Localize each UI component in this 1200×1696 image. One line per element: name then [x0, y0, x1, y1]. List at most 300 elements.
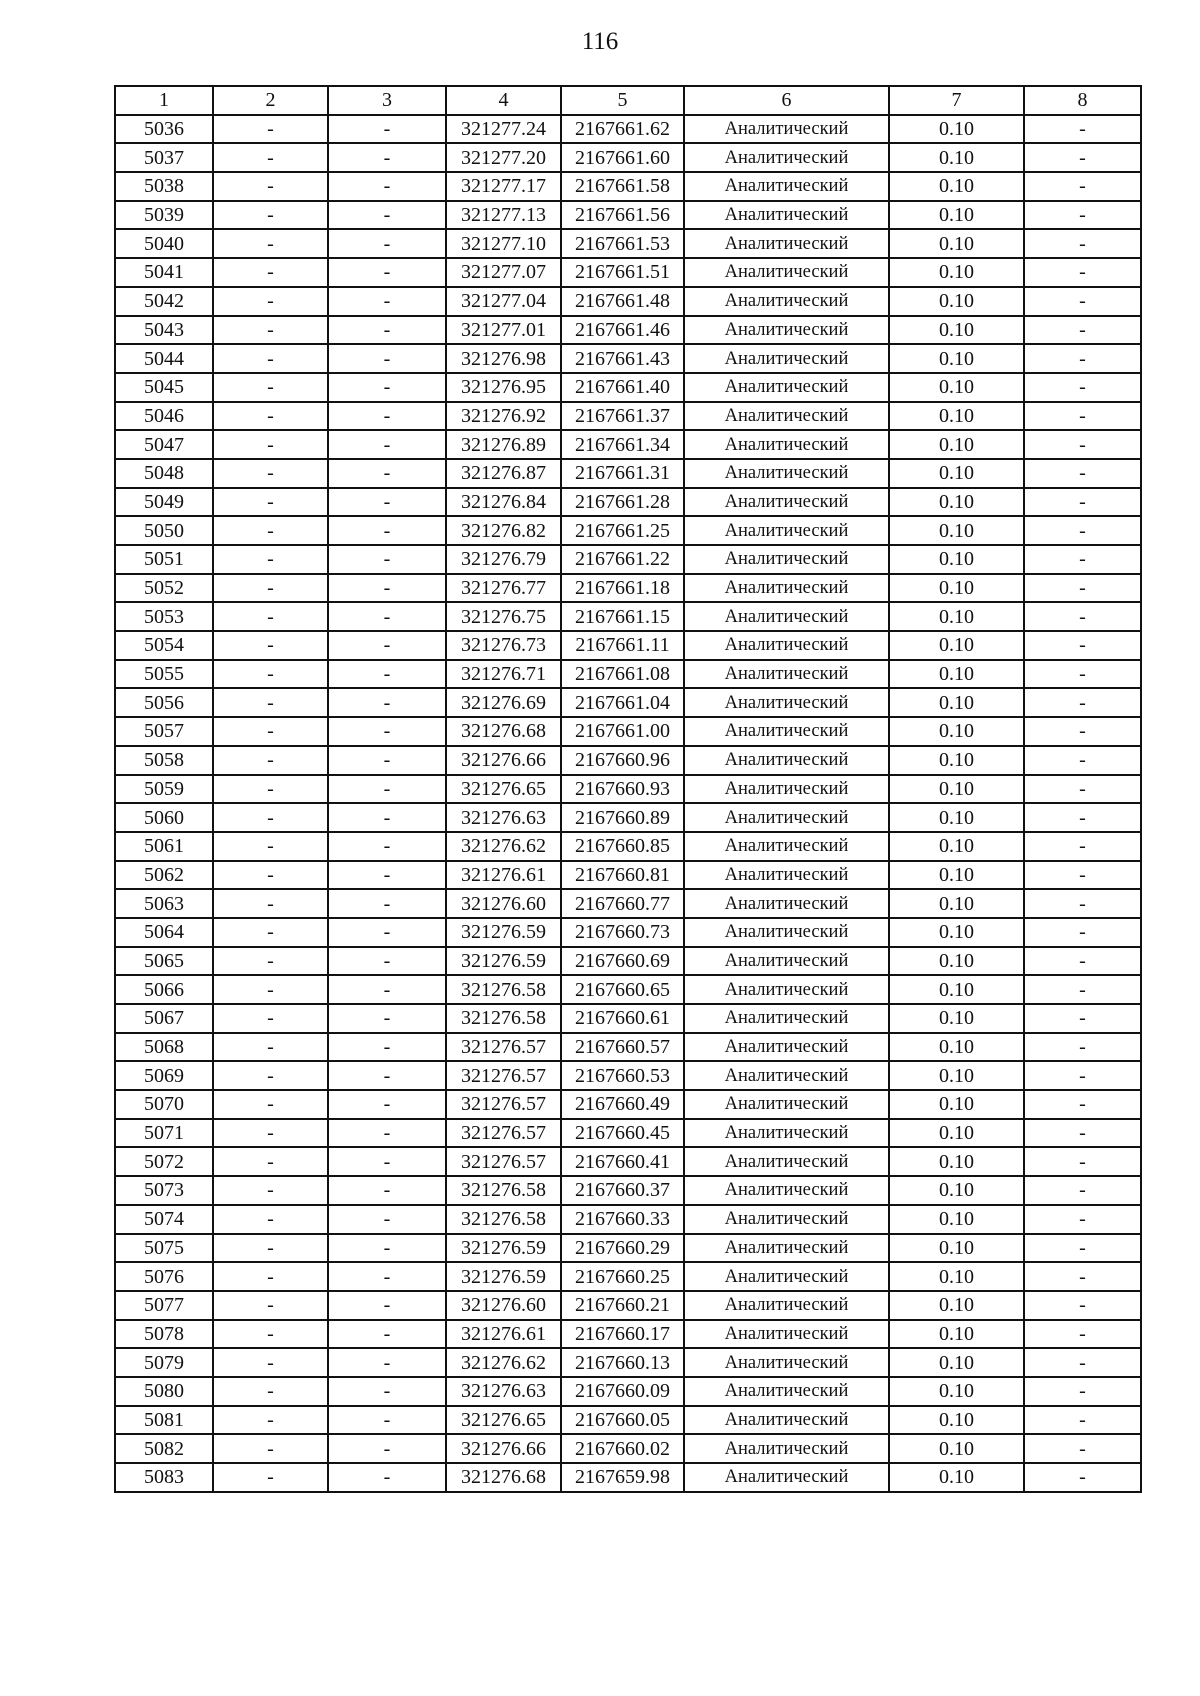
- table-cell: -: [328, 115, 446, 144]
- table-cell: 5066: [115, 975, 213, 1004]
- table-cell: -: [213, 258, 328, 287]
- table-cell: 2167660.49: [561, 1090, 684, 1119]
- table-cell: 0.10: [889, 402, 1024, 431]
- table-cell: 321276.77: [446, 574, 561, 603]
- table-cell: -: [213, 832, 328, 861]
- table-row: [115, 1463, 1141, 1492]
- table-row: [115, 1291, 1141, 1320]
- table-cell: -: [1024, 143, 1141, 172]
- table-cell: 0.10: [889, 1205, 1024, 1234]
- table-cell: 0.10: [889, 832, 1024, 861]
- table-cell: 321276.65: [446, 775, 561, 804]
- table-cell: Аналитический: [684, 803, 889, 832]
- table-cell: -: [1024, 918, 1141, 947]
- table-cell: 321276.68: [446, 717, 561, 746]
- table-cell: 2167660.25: [561, 1262, 684, 1291]
- table-cell: 2167660.69: [561, 947, 684, 976]
- table-cell: 2167660.41: [561, 1147, 684, 1176]
- table-cell: -: [1024, 717, 1141, 746]
- table-cell: 2167661.56: [561, 201, 684, 230]
- table-cell: -: [328, 889, 446, 918]
- table-cell: Аналитический: [684, 287, 889, 316]
- table-cell: 321276.61: [446, 861, 561, 890]
- table-cell: -: [213, 1147, 328, 1176]
- table-cell: -: [213, 143, 328, 172]
- table-cell: 2167660.61: [561, 1004, 684, 1033]
- table-cell: 5046: [115, 402, 213, 431]
- table-row: [115, 1004, 1141, 1033]
- column-header: 6: [684, 86, 889, 115]
- table-cell: -: [328, 631, 446, 660]
- table-cell: Аналитический: [684, 1262, 889, 1291]
- table-cell: -: [1024, 1176, 1141, 1205]
- table-cell: -: [1024, 1004, 1141, 1033]
- table-cell: -: [1024, 258, 1141, 287]
- table-cell: 2167661.40: [561, 373, 684, 402]
- table-cell: -: [1024, 201, 1141, 230]
- table-cell: 0.10: [889, 861, 1024, 890]
- table-cell: -: [328, 1234, 446, 1263]
- table-cell: -: [213, 1061, 328, 1090]
- table-cell: -: [328, 1406, 446, 1435]
- table-cell: -: [328, 373, 446, 402]
- table-cell: 5036: [115, 115, 213, 144]
- table-cell: 321276.68: [446, 1463, 561, 1492]
- table-row: [115, 602, 1141, 631]
- table-cell: 2167661.48: [561, 287, 684, 316]
- table-cell: 321277.10: [446, 229, 561, 258]
- table-cell: 5062: [115, 861, 213, 890]
- table-cell: 321276.66: [446, 746, 561, 775]
- table-cell: 2167661.51: [561, 258, 684, 287]
- table-cell: -: [328, 717, 446, 746]
- table-row: [115, 574, 1141, 603]
- table-cell: Аналитический: [684, 631, 889, 660]
- table-cell: 0.10: [889, 143, 1024, 172]
- table-cell: 0.10: [889, 115, 1024, 144]
- table-cell: -: [213, 516, 328, 545]
- table-cell: -: [1024, 488, 1141, 517]
- table-row: [115, 1205, 1141, 1234]
- table-cell: -: [328, 918, 446, 947]
- table-cell: -: [213, 344, 328, 373]
- table-cell: 5044: [115, 344, 213, 373]
- table-cell: 321276.62: [446, 832, 561, 861]
- table-cell: -: [213, 1406, 328, 1435]
- table-cell: Аналитический: [684, 430, 889, 459]
- table-cell: 0.10: [889, 287, 1024, 316]
- table-cell: -: [213, 172, 328, 201]
- table-cell: 2167660.96: [561, 746, 684, 775]
- column-header: 1: [115, 86, 213, 115]
- table-cell: -: [328, 1176, 446, 1205]
- table-row: [115, 373, 1141, 402]
- table-cell: Аналитический: [684, 574, 889, 603]
- table-cell: -: [1024, 1406, 1141, 1435]
- table-cell: 0.10: [889, 201, 1024, 230]
- table-cell: 321276.73: [446, 631, 561, 660]
- table-cell: -: [1024, 832, 1141, 861]
- table-cell: -: [213, 1176, 328, 1205]
- table-row: [115, 889, 1141, 918]
- table-row: [115, 258, 1141, 287]
- table-cell: 0.10: [889, 1291, 1024, 1320]
- table-cell: 2167661.08: [561, 660, 684, 689]
- table-cell: 0.10: [889, 373, 1024, 402]
- table-cell: 321277.20: [446, 143, 561, 172]
- table-row: [115, 803, 1141, 832]
- table-cell: 5053: [115, 602, 213, 631]
- column-header: 7: [889, 86, 1024, 115]
- table-cell: 2167660.21: [561, 1291, 684, 1320]
- table-row: [115, 631, 1141, 660]
- table-cell: Аналитический: [684, 402, 889, 431]
- table-row: [115, 115, 1141, 144]
- table-row: [115, 688, 1141, 717]
- table-cell: 2167661.37: [561, 402, 684, 431]
- table-cell: -: [213, 631, 328, 660]
- table-cell: 5037: [115, 143, 213, 172]
- table-cell: 0.10: [889, 172, 1024, 201]
- table-cell: 321276.59: [446, 947, 561, 976]
- table-cell: 0.10: [889, 229, 1024, 258]
- table-cell: 321277.13: [446, 201, 561, 230]
- table-cell: 5071: [115, 1119, 213, 1148]
- table-cell: -: [328, 602, 446, 631]
- table-cell: Аналитический: [684, 115, 889, 144]
- table-cell: Аналитический: [684, 889, 889, 918]
- table-row: [115, 488, 1141, 517]
- table-cell: 5051: [115, 545, 213, 574]
- table-cell: 5079: [115, 1348, 213, 1377]
- table-cell: -: [328, 1205, 446, 1234]
- table-cell: Аналитический: [684, 373, 889, 402]
- table-cell: -: [213, 775, 328, 804]
- table-cell: -: [1024, 1119, 1141, 1148]
- table-cell: -: [328, 1061, 446, 1090]
- table-cell: 321277.24: [446, 115, 561, 144]
- table-cell: 0.10: [889, 975, 1024, 1004]
- table-cell: 321276.59: [446, 918, 561, 947]
- table-row: [115, 1262, 1141, 1291]
- table-cell: -: [1024, 287, 1141, 316]
- table-cell: 321276.71: [446, 660, 561, 689]
- table-cell: 0.10: [889, 1234, 1024, 1263]
- table-cell: 5081: [115, 1406, 213, 1435]
- table-cell: -: [213, 975, 328, 1004]
- table-cell: -: [213, 861, 328, 890]
- table-cell: Аналитический: [684, 1434, 889, 1463]
- table-cell: -: [328, 688, 446, 717]
- table-cell: 2167660.05: [561, 1406, 684, 1435]
- table-cell: 5048: [115, 459, 213, 488]
- table-cell: Аналитический: [684, 1205, 889, 1234]
- table-cell: -: [328, 775, 446, 804]
- table-cell: -: [328, 459, 446, 488]
- table-cell: 2167660.33: [561, 1205, 684, 1234]
- table-row: [115, 1176, 1141, 1205]
- table-cell: 321276.58: [446, 1205, 561, 1234]
- table-cell: Аналитический: [684, 516, 889, 545]
- table-cell: 321276.59: [446, 1234, 561, 1263]
- table-cell: 5076: [115, 1262, 213, 1291]
- table-row: [115, 1234, 1141, 1263]
- table-cell: 5077: [115, 1291, 213, 1320]
- table-cell: 321276.58: [446, 1004, 561, 1033]
- table-cell: 5070: [115, 1090, 213, 1119]
- table-cell: 0.10: [889, 1320, 1024, 1349]
- table-cell: Аналитический: [684, 1320, 889, 1349]
- table-cell: Аналитический: [684, 143, 889, 172]
- table-cell: 0.10: [889, 1434, 1024, 1463]
- table-cell: Аналитический: [684, 775, 889, 804]
- table-row: [115, 1061, 1141, 1090]
- table-cell: -: [328, 947, 446, 976]
- table-cell: -: [1024, 316, 1141, 345]
- table-cell: Аналитический: [684, 1061, 889, 1090]
- table-cell: -: [213, 746, 328, 775]
- table-cell: 2167661.46: [561, 316, 684, 345]
- table-cell: 2167661.15: [561, 602, 684, 631]
- table-cell: -: [328, 1320, 446, 1349]
- table-cell: 321276.79: [446, 545, 561, 574]
- table-cell: 2167660.37: [561, 1176, 684, 1205]
- table-cell: -: [1024, 1434, 1141, 1463]
- table-cell: -: [328, 1119, 446, 1148]
- table-cell: -: [1024, 1090, 1141, 1119]
- table-cell: 0.10: [889, 1406, 1024, 1435]
- table-cell: 2167660.77: [561, 889, 684, 918]
- table-cell: 321277.04: [446, 287, 561, 316]
- table-cell: 5063: [115, 889, 213, 918]
- table-cell: Аналитический: [684, 1090, 889, 1119]
- table-cell: -: [213, 1320, 328, 1349]
- table-cell: -: [328, 172, 446, 201]
- table-cell: -: [1024, 975, 1141, 1004]
- table-cell: 0.10: [889, 1119, 1024, 1148]
- table-cell: -: [328, 516, 446, 545]
- table-cell: 5064: [115, 918, 213, 947]
- table-cell: 2167661.28: [561, 488, 684, 517]
- table-cell: 5057: [115, 717, 213, 746]
- table-cell: -: [328, 803, 446, 832]
- table-cell: -: [328, 1348, 446, 1377]
- table-row: [115, 1320, 1141, 1349]
- table-cell: 2167661.34: [561, 430, 684, 459]
- table-row: [115, 316, 1141, 345]
- table-cell: -: [213, 201, 328, 230]
- table-row: [115, 143, 1141, 172]
- table-cell: -: [1024, 373, 1141, 402]
- table-cell: -: [213, 1004, 328, 1033]
- table-cell: 0.10: [889, 947, 1024, 976]
- table-cell: 2167661.43: [561, 344, 684, 373]
- table-cell: 321276.82: [446, 516, 561, 545]
- table-cell: 2167660.53: [561, 1061, 684, 1090]
- table-cell: Аналитический: [684, 832, 889, 861]
- table-cell: 0.10: [889, 1004, 1024, 1033]
- table-cell: 5069: [115, 1061, 213, 1090]
- table-cell: -: [213, 459, 328, 488]
- table-cell: 5080: [115, 1377, 213, 1406]
- table-row: [115, 1147, 1141, 1176]
- table-cell: 2167660.09: [561, 1377, 684, 1406]
- table-cell: -: [328, 1033, 446, 1062]
- table-cell: -: [1024, 344, 1141, 373]
- table-cell: -: [1024, 947, 1141, 976]
- table-cell: -: [1024, 545, 1141, 574]
- table-row: [115, 717, 1141, 746]
- table-cell: Аналитический: [684, 602, 889, 631]
- table-cell: Аналитический: [684, 1348, 889, 1377]
- table-cell: Аналитический: [684, 1033, 889, 1062]
- table-cell: 321277.01: [446, 316, 561, 345]
- table-cell: -: [328, 1434, 446, 1463]
- table-cell: 5056: [115, 688, 213, 717]
- table-cell: 2167660.85: [561, 832, 684, 861]
- table-cell: Аналитический: [684, 861, 889, 890]
- table-cell: 2167660.57: [561, 1033, 684, 1062]
- table-cell: -: [328, 258, 446, 287]
- table-cell: Аналитический: [684, 459, 889, 488]
- table-cell: -: [213, 947, 328, 976]
- table-cell: 321276.57: [446, 1147, 561, 1176]
- table-cell: 5058: [115, 746, 213, 775]
- table-row: [115, 1377, 1141, 1406]
- table-cell: -: [328, 1377, 446, 1406]
- table-cell: 321276.98: [446, 344, 561, 373]
- header-row: [115, 86, 1141, 115]
- table-cell: 321276.63: [446, 1377, 561, 1406]
- table-cell: -: [328, 746, 446, 775]
- table-cell: -: [213, 717, 328, 746]
- table-cell: -: [1024, 1377, 1141, 1406]
- table-cell: Аналитический: [684, 688, 889, 717]
- table-cell: 5045: [115, 373, 213, 402]
- table-cell: -: [328, 229, 446, 258]
- table-cell: 0.10: [889, 688, 1024, 717]
- table-cell: 321277.07: [446, 258, 561, 287]
- table-cell: Аналитический: [684, 316, 889, 345]
- table-cell: Аналитический: [684, 488, 889, 517]
- table-cell: 321276.69: [446, 688, 561, 717]
- table-row: [115, 201, 1141, 230]
- column-header: 3: [328, 86, 446, 115]
- table-cell: -: [1024, 1205, 1141, 1234]
- table-cell: 5054: [115, 631, 213, 660]
- table-cell: -: [328, 1463, 446, 1492]
- table-cell: 5065: [115, 947, 213, 976]
- table-row: [115, 430, 1141, 459]
- table-cell: -: [1024, 115, 1141, 144]
- table-cell: -: [213, 545, 328, 574]
- table-cell: -: [213, 803, 328, 832]
- table-cell: -: [213, 316, 328, 345]
- table-cell: -: [328, 832, 446, 861]
- table-cell: 5050: [115, 516, 213, 545]
- table-row: [115, 832, 1141, 861]
- table-cell: -: [213, 430, 328, 459]
- table-cell: 321276.62: [446, 1348, 561, 1377]
- table-cell: 321276.92: [446, 402, 561, 431]
- table-cell: Аналитический: [684, 1291, 889, 1320]
- table-row: [115, 975, 1141, 1004]
- table-row: [115, 172, 1141, 201]
- table-row: [115, 1348, 1141, 1377]
- table-cell: 321276.84: [446, 488, 561, 517]
- table-cell: 2167661.58: [561, 172, 684, 201]
- table-cell: -: [213, 688, 328, 717]
- table-cell: Аналитический: [684, 1406, 889, 1435]
- table-cell: 2167660.02: [561, 1434, 684, 1463]
- table-cell: 5039: [115, 201, 213, 230]
- table-cell: 5067: [115, 1004, 213, 1033]
- table-cell: -: [1024, 1234, 1141, 1263]
- table-cell: 0.10: [889, 1147, 1024, 1176]
- table-cell: -: [328, 1262, 446, 1291]
- table-cell: 0.10: [889, 1176, 1024, 1205]
- table-row: [115, 746, 1141, 775]
- table-cell: 321276.75: [446, 602, 561, 631]
- table-cell: 0.10: [889, 602, 1024, 631]
- table-cell: Аналитический: [684, 1234, 889, 1263]
- table-cell: -: [328, 430, 446, 459]
- table-cell: 0.10: [889, 889, 1024, 918]
- table-cell: -: [328, 1291, 446, 1320]
- table-cell: 321276.57: [446, 1119, 561, 1148]
- table-cell: -: [213, 488, 328, 517]
- table-cell: -: [1024, 402, 1141, 431]
- table-cell: Аналитический: [684, 1147, 889, 1176]
- table-cell: Аналитический: [684, 201, 889, 230]
- table-cell: 2167660.65: [561, 975, 684, 1004]
- table-cell: -: [328, 1090, 446, 1119]
- table-cell: -: [213, 660, 328, 689]
- table-row: [115, 229, 1141, 258]
- table-cell: 5055: [115, 660, 213, 689]
- page-number: 116: [581, 28, 619, 55]
- table-cell: 0.10: [889, 1463, 1024, 1492]
- table-cell: -: [1024, 229, 1141, 258]
- table-cell: 5074: [115, 1205, 213, 1234]
- table-cell: -: [213, 889, 328, 918]
- table-cell: 0.10: [889, 1090, 1024, 1119]
- table-cell: -: [328, 545, 446, 574]
- table-cell: -: [328, 316, 446, 345]
- table-cell: 2167661.60: [561, 143, 684, 172]
- table-row: [115, 947, 1141, 976]
- table-cell: Аналитический: [684, 660, 889, 689]
- table-cell: 0.10: [889, 746, 1024, 775]
- table-cell: -: [1024, 1147, 1141, 1176]
- table-row: [115, 287, 1141, 316]
- table-cell: -: [213, 1262, 328, 1291]
- table-cell: -: [1024, 1291, 1141, 1320]
- table-cell: -: [1024, 775, 1141, 804]
- table-cell: 321276.57: [446, 1090, 561, 1119]
- table-cell: 5059: [115, 775, 213, 804]
- table-row: [115, 459, 1141, 488]
- table-cell: 2167661.25: [561, 516, 684, 545]
- table-row: [115, 344, 1141, 373]
- table-cell: -: [213, 402, 328, 431]
- table-cell: -: [328, 861, 446, 890]
- table-cell: 0.10: [889, 258, 1024, 287]
- table-cell: -: [328, 574, 446, 603]
- table-cell: 0.10: [889, 1033, 1024, 1062]
- column-header: 4: [446, 86, 561, 115]
- table-cell: 5078: [115, 1320, 213, 1349]
